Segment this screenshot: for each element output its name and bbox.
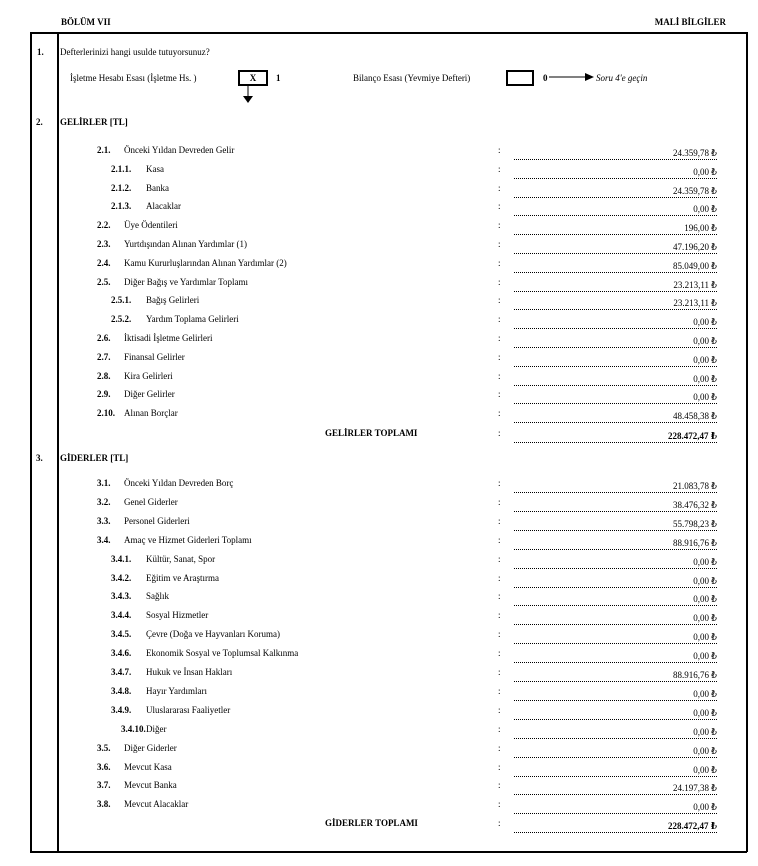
option-2-label: Bilanço Esası (Yevmiye Defteri) xyxy=(353,73,471,83)
row-colon: : xyxy=(498,591,501,602)
row-colon: : xyxy=(498,257,501,268)
row-label: İktisadi İşletme Gelirleri xyxy=(124,333,213,343)
row-colon: : xyxy=(498,182,501,193)
row-value: 196,00 ₺ xyxy=(514,223,717,235)
row-value: 38.476,32 ₺ xyxy=(514,500,717,512)
row-code: 3.4. xyxy=(97,534,111,545)
row-value: 21.083,78 ₺ xyxy=(514,481,717,493)
row-label: Bağış Gelirleri xyxy=(146,295,200,306)
row-value: 48.458,38 ₺ xyxy=(514,411,717,423)
row-code: 2.3. xyxy=(97,239,111,249)
row-label: Eğitim ve Araştırma xyxy=(146,572,219,583)
row-code: 2.1.2. xyxy=(111,182,132,193)
row-value: 0,00 ₺ xyxy=(514,576,717,588)
row-label: Mevcut Alacaklar xyxy=(124,799,189,810)
row-code: 3.3. xyxy=(97,515,111,526)
row-label: Uluslararası Faaliyetler xyxy=(146,704,231,715)
section-header-left: BÖLÜM VII xyxy=(61,17,111,27)
row-label: Kasa xyxy=(146,163,164,174)
row-colon: : xyxy=(498,610,501,621)
row-code: 3.4.10. xyxy=(121,723,146,734)
row-colon: : xyxy=(498,295,501,306)
option-2-code: 0 xyxy=(543,73,548,83)
row-colon: : xyxy=(498,314,501,325)
row-colon: : xyxy=(498,515,501,526)
row-colon: : xyxy=(498,685,501,696)
expense-total-label: GİDERLER TOPLAMI xyxy=(325,818,418,828)
row-label: Önceki Yıldan Devreden Gelir xyxy=(124,145,235,155)
section-2-number: 2. xyxy=(36,117,43,127)
row-code: 2.5.1. xyxy=(111,295,132,306)
row-colon: : xyxy=(498,723,501,734)
row-value: 0,00 ₺ xyxy=(514,392,717,404)
row-value: 0,00 ₺ xyxy=(514,746,717,758)
row-value: 0,00 ₺ xyxy=(514,557,717,569)
row-code: 3.4.5. xyxy=(111,629,132,640)
section-header-right: MALİ BİLGİLER xyxy=(654,17,726,27)
row-colon: : xyxy=(498,478,501,488)
income-total-colon: : xyxy=(498,428,501,438)
row-label: Amaç ve Hizmet Giderleri Toplamı xyxy=(124,534,252,545)
option-1-checkbox[interactable]: X xyxy=(238,70,268,86)
row-value: 0,00 ₺ xyxy=(514,374,717,386)
row-code: 3.4.4. xyxy=(111,610,132,621)
question-1-number: 1. xyxy=(37,47,44,57)
row-label: Kamu Kururluşlarından Alınan Yardımlar (2) xyxy=(124,257,287,268)
option-1-label: İşletme Hesabı Esası (İşletme Hs. ) xyxy=(70,73,197,83)
row-code: 3.5. xyxy=(97,742,111,753)
row-value: 0,00 ₺ xyxy=(514,594,717,606)
row-colon: : xyxy=(498,351,501,362)
row-label: Önceki Yıldan Devreden Borç xyxy=(124,478,234,488)
row-colon: : xyxy=(498,276,501,287)
section-3-title: GİDERLER [TL] xyxy=(60,453,129,463)
row-colon: : xyxy=(498,201,501,212)
row-value: 0,00 ₺ xyxy=(514,632,717,644)
row-label: Hayır Yardımları xyxy=(146,685,207,696)
row-label: Hukuk ve İnsan Hakları xyxy=(146,667,233,677)
row-code: 2.9. xyxy=(97,389,111,400)
row-code: 2.5. xyxy=(97,276,111,287)
row-code: 3.4.6. xyxy=(111,648,132,659)
row-value: 0,00 ₺ xyxy=(514,689,717,701)
income-total-value: 228.472,47 ₺ xyxy=(514,431,717,443)
right-arrow-icon xyxy=(549,72,595,82)
row-code: 2.7. xyxy=(97,351,111,362)
row-colon: : xyxy=(498,761,501,772)
row-code: 2.6. xyxy=(97,333,111,343)
row-label: Kültür, Sanat, Spor xyxy=(146,553,216,564)
row-colon: : xyxy=(498,667,501,677)
expense-total-value: 228.472,47 ₺ xyxy=(514,821,717,833)
row-code: 2.5.2. xyxy=(111,314,132,325)
row-label: Diğer xyxy=(146,723,167,734)
row-colon: : xyxy=(498,780,501,791)
frame-right-border xyxy=(746,32,748,852)
row-code: 3.8. xyxy=(97,799,111,810)
row-colon: : xyxy=(498,572,501,583)
row-colon: : xyxy=(498,534,501,545)
row-value: 0,00 ₺ xyxy=(514,613,717,625)
row-colon: : xyxy=(498,239,501,249)
question-1-text: Defterlerinizi hangi usulde tutuyorsunuz? xyxy=(60,47,210,57)
frame-number-column-border xyxy=(57,32,59,852)
option-2-checkbox[interactable] xyxy=(506,70,534,86)
row-label: Sağlık xyxy=(146,591,170,602)
row-label: Kira Gelirleri xyxy=(124,370,173,381)
row-value: 88.916,76 ₺ xyxy=(514,670,717,682)
income-total-label: GELİRLER TOPLAMI xyxy=(325,428,418,438)
row-value: 0,00 ₺ xyxy=(514,167,717,179)
row-code: 3.7. xyxy=(97,780,111,791)
row-label: Diğer Gelirler xyxy=(124,389,175,400)
row-label: Genel Giderler xyxy=(124,496,178,507)
row-colon: : xyxy=(498,163,501,174)
row-value: 0,00 ₺ xyxy=(514,204,717,216)
row-label: Personel Giderleri xyxy=(124,515,190,526)
row-code: 3.1. xyxy=(97,478,111,488)
row-label: Ekonomik Sosyal ve Toplumsal Kalkınma xyxy=(146,648,299,659)
row-value: 0,00 ₺ xyxy=(514,765,717,777)
row-value: 23.213,11 ₺ xyxy=(514,298,717,310)
frame-left-border xyxy=(30,32,32,852)
row-label: Yurtdışından Alınan Yardımlar (1) xyxy=(124,239,247,249)
row-code: 2.8. xyxy=(97,370,111,381)
row-label: Diğer Bağış ve Yardımlar Toplamı xyxy=(124,276,248,287)
row-code: 3.2. xyxy=(97,496,111,507)
row-label: Yardım Toplama Gelirleri xyxy=(146,314,239,325)
row-code: 3.4.3. xyxy=(111,591,132,602)
row-code: 2.4. xyxy=(97,257,111,268)
row-value: 0,00 ₺ xyxy=(514,317,717,329)
row-code: 3.4.1. xyxy=(111,553,132,564)
row-colon: : xyxy=(498,389,501,400)
row-code: 3.4.9. xyxy=(111,704,132,715)
row-value: 88.916,76 ₺ xyxy=(514,538,717,550)
expense-total-colon: : xyxy=(498,818,501,828)
row-colon: : xyxy=(498,742,501,753)
section-3-number: 3. xyxy=(36,453,43,463)
row-label: Banka xyxy=(146,182,169,193)
row-code: 3.4.7. xyxy=(111,667,132,677)
row-label: Finansal Gelirler xyxy=(124,351,185,362)
row-value: 0,00 ₺ xyxy=(514,802,717,814)
option-1-code: 1 xyxy=(276,73,281,83)
frame-top-border xyxy=(30,32,747,34)
row-colon: : xyxy=(498,553,501,564)
row-label: Çevre (Doğa ve Hayvanları Koruma) xyxy=(146,629,280,640)
row-code: 2.2. xyxy=(97,220,111,231)
row-colon: : xyxy=(498,220,501,231)
row-code: 2.1.3. xyxy=(111,201,132,212)
section-2-title: GELİRLER [TL] xyxy=(60,117,128,127)
row-colon: : xyxy=(498,408,501,419)
row-colon: : xyxy=(498,496,501,507)
row-code: 2.10. xyxy=(97,408,115,419)
row-label: Mevcut Kasa xyxy=(124,761,172,772)
row-label: Diğer Giderler xyxy=(124,742,177,753)
row-colon: : xyxy=(498,145,501,155)
row-code: 3.4.8. xyxy=(111,685,132,696)
row-value: 47.196,20 ₺ xyxy=(514,242,717,254)
row-value: 55.798,23 ₺ xyxy=(514,519,717,531)
row-code: 2.1. xyxy=(97,145,111,155)
row-colon: : xyxy=(498,648,501,659)
row-value: 0,00 ₺ xyxy=(514,355,717,367)
row-label: Mevcut Banka xyxy=(124,780,177,791)
row-colon: : xyxy=(498,629,501,640)
row-label: Alınan Borçlar xyxy=(124,408,178,419)
frame-bottom-border xyxy=(30,851,747,853)
down-arrow-icon xyxy=(240,86,256,104)
row-code: 3.4.2. xyxy=(111,572,132,583)
row-value: 23.213,11 ₺ xyxy=(514,280,717,292)
row-value: 24.359,78 ₺ xyxy=(514,148,717,160)
row-colon: : xyxy=(498,370,501,381)
row-label: Sosyal Hizmetler xyxy=(146,610,209,621)
row-colon: : xyxy=(498,333,501,343)
option-2-note: Soru 4'e geçin xyxy=(596,73,648,83)
row-code: 2.1.1. xyxy=(111,163,132,174)
row-value: 0,00 ₺ xyxy=(514,708,717,720)
row-value: 0,00 ₺ xyxy=(514,727,717,739)
row-label: Alacaklar xyxy=(146,201,181,212)
row-value: 0,00 ₺ xyxy=(514,336,717,348)
row-value: 24.197,38 ₺ xyxy=(514,783,717,795)
row-value: 85.049,00 ₺ xyxy=(514,261,717,273)
row-label: Üye Ödentileri xyxy=(124,220,178,231)
row-code: 3.6. xyxy=(97,761,111,772)
row-colon: : xyxy=(498,704,501,715)
row-value: 24.359,78 ₺ xyxy=(514,186,717,198)
row-value: 0,00 ₺ xyxy=(514,651,717,663)
row-colon: : xyxy=(498,799,501,810)
